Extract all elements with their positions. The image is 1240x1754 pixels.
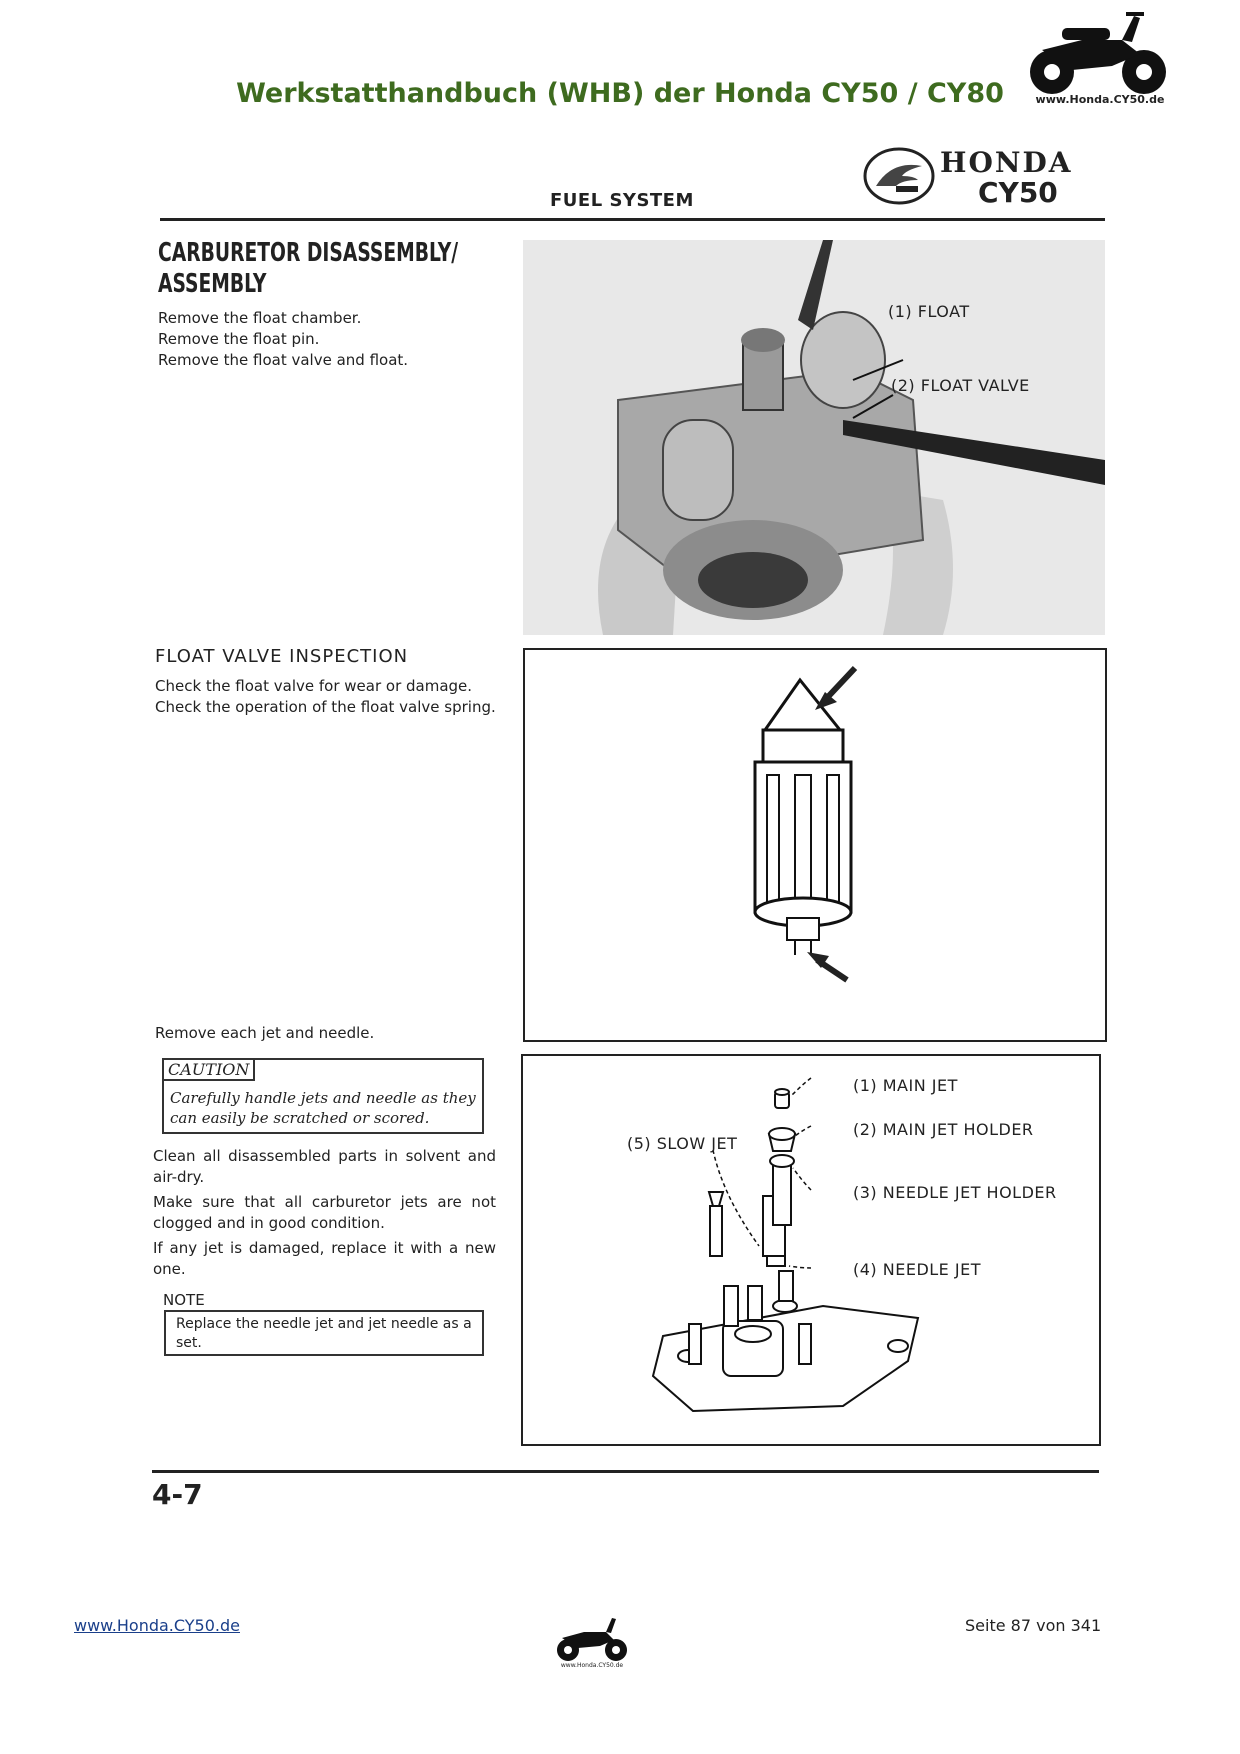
callout-needle-jet-holder: (3) NEEDLE JET HOLDER	[853, 1183, 1057, 1202]
caution-label: CAUTION	[164, 1060, 255, 1081]
float-valve-diagram	[523, 648, 1107, 1042]
paragraph: If any jet is damaged, replace it with a new one.	[153, 1239, 496, 1278]
step-item: Remove the float valve and float.	[158, 351, 409, 369]
carburetor-photo	[523, 240, 1105, 635]
note-text: Replace the needle jet and jet needle as a set.	[176, 1316, 472, 1351]
note-box	[164, 1310, 484, 1356]
subsection-heading: FLOAT VALVE INSPECTION	[155, 646, 409, 667]
manual-page-number: 4-7	[152, 1478, 203, 1511]
carburetor-photo-illustration	[523, 240, 1105, 635]
paragraph: Clean all disassembled parts in solvent and air-dry.	[153, 1147, 496, 1186]
jets-instruction: Remove each jet and needle.	[155, 1024, 375, 1042]
footer-page-info: Seite 87 von 341	[965, 1616, 1102, 1635]
header-divider	[160, 218, 1105, 221]
step-item: Remove the float pin.	[158, 330, 320, 348]
step-item: Remove the float chamber.	[158, 309, 362, 327]
caution-box	[162, 1058, 484, 1134]
inspection-steps	[155, 676, 496, 718]
callout-float-valve: (2) FLOAT VALVE	[891, 376, 1030, 395]
float-valve-illustration	[525, 650, 1105, 1040]
site-title: Werkstatthandbuch (WHB) der Honda CY50 / CY80	[236, 78, 1004, 109]
brand-name: HONDA	[940, 146, 1073, 179]
section-title: FUEL SYSTEM	[550, 190, 694, 211]
disassembly-steps	[158, 308, 408, 371]
footer-link[interactable]: www.Honda.CY50.de	[74, 1616, 240, 1635]
callout-float: (1) FLOAT	[888, 302, 970, 321]
honda-wing-emblem	[862, 146, 936, 206]
callout-needle-jet: (4) NEEDLE JET	[853, 1260, 981, 1279]
footer-logo-caption: www.Honda.CY50.de	[560, 1662, 624, 1669]
note-label: NOTE	[163, 1291, 205, 1309]
cleaning-instructions	[153, 1146, 496, 1284]
footer-divider	[152, 1470, 1099, 1473]
callout-slow-jet: (5) SLOW JET	[627, 1134, 738, 1153]
paragraph: Make sure that all carburetor jets are not clogged and in good condition.	[153, 1193, 496, 1232]
callout-main-jet: (1) MAIN JET	[853, 1076, 958, 1095]
jets-diagram	[521, 1054, 1101, 1446]
jets-illustration	[523, 1056, 1099, 1444]
model-name: CY50	[978, 176, 1058, 209]
motorcycle-logo-small	[552, 1614, 632, 1666]
section-heading: CARBURETOR DISASSEMBLY/ ASSEMBLY	[158, 238, 459, 299]
step-item: Check the float valve for wear or damage.	[155, 677, 473, 695]
callout-main-jet-holder: (2) MAIN JET HOLDER	[853, 1120, 1034, 1139]
logo-caption: www.Honda.CY50.de	[1035, 93, 1165, 106]
step-item: Check the operation of the float valve spring.	[155, 698, 496, 716]
caution-text: Carefully handle jets and needle as they can easily be scratched or scored.	[170, 1089, 476, 1127]
